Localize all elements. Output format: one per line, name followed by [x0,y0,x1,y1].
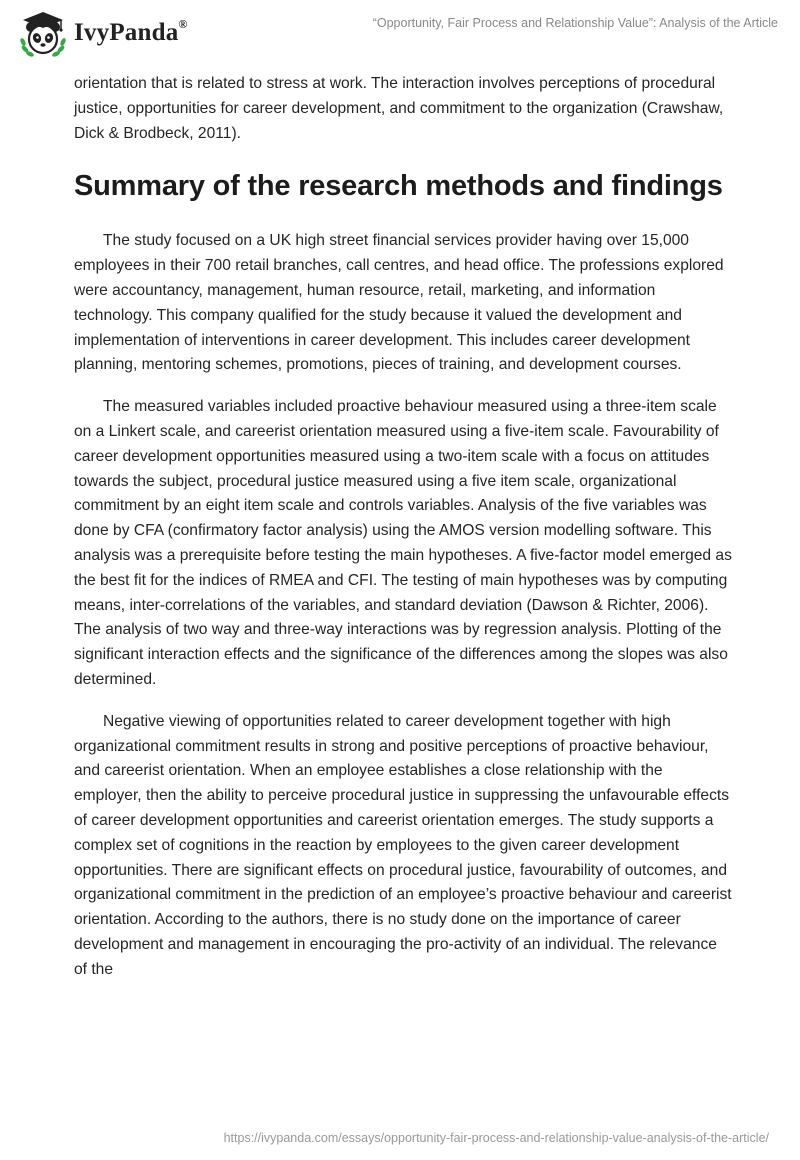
panda-graduate-icon [16,7,70,61]
footer-url[interactable]: https://ivypanda.com/essays/opportunity-fair-process-and-relationship-value-analysis-of-the-article/ [223,1131,769,1145]
body-paragraph: The study focused on a UK high street financial services provider having over 15,000 employees in their 700 retail branches, call centres, and head office. The professions explored were accountancy, management, human resource, retail, marketing, and information technology. This company qualified for the study because it valued the development and implementation of interventions in career development. This includes career development planning, mentoring schemes, promotions, pieces of training, and development courses. [74,232,724,374]
site-logo[interactable] [16,7,188,61]
section-heading: Summary of the research methods and findings [74,170,723,203]
body-paragraph: Negative viewing of opportunities related to career development together with high organizational commitment results in strong and positive perceptions of proactive behaviour, and careerist orientation. When an employee establishes a close relationship with the employer, then the ability to perceive procedural justice in suppressing the unfavourable effects of career development opportunities and careerist orientation emerges. The study supports a complex set of cognitions in the reaction by employees to the given career development opportunities. There are significant effects on procedural justice, favourability of outcomes, and organizational commitment in the prediction of an employee’s proactive behaviour and careerist orientation. According to the authors, there is no study done on the importance of career development and management in encouraging the pro-activity of an individual. The relevance of the [74,712,732,978]
article-body [74,72,734,983]
document-title: “Opportunity, Fair Process and Relationship Value”: Analysis of the Article [372,16,778,30]
intro-paragraph: orientation that is related to stress at work. The interaction involves perceptions of procedural justice, opportunities for career development, and commitment to the organization (Crawshaw, Dick & Brodbeck, 2011). [74,75,724,142]
body-paragraph: The measured variables included proactive behaviour measured using a three-item scale on a Linkert scale, and careerist orientation measured using a five-item scale. Favourability of career development opportunities measured using a two-item scale with a focus on attitudes towards the subject, procedural justice measured using a five item scale, organizational commitment by an eight item scale and controls variables. Analysis of the five variables was done by CFA (confirmatory factor analysis) using the AMOS version modelling software. This analysis was a prerequisite before testing the main hypotheses. A five-factor model emerged as the best fit for the indices of RMEA and CFI. The testing of main hypotheses was by computing means, inter-correlations of the variables, and standard deviation (Dawson & Richter, 2006). The analysis of two way and three-way interactions was by regression analysis. Plotting of the significant interaction effects and the significance of the differences among the slopes was also determined. [74,398,732,688]
logo-wordmark: IvyPanda [74,19,179,46]
page-header [0,0,800,66]
logo-text [74,16,188,47]
registered-mark: ® [178,16,188,31]
